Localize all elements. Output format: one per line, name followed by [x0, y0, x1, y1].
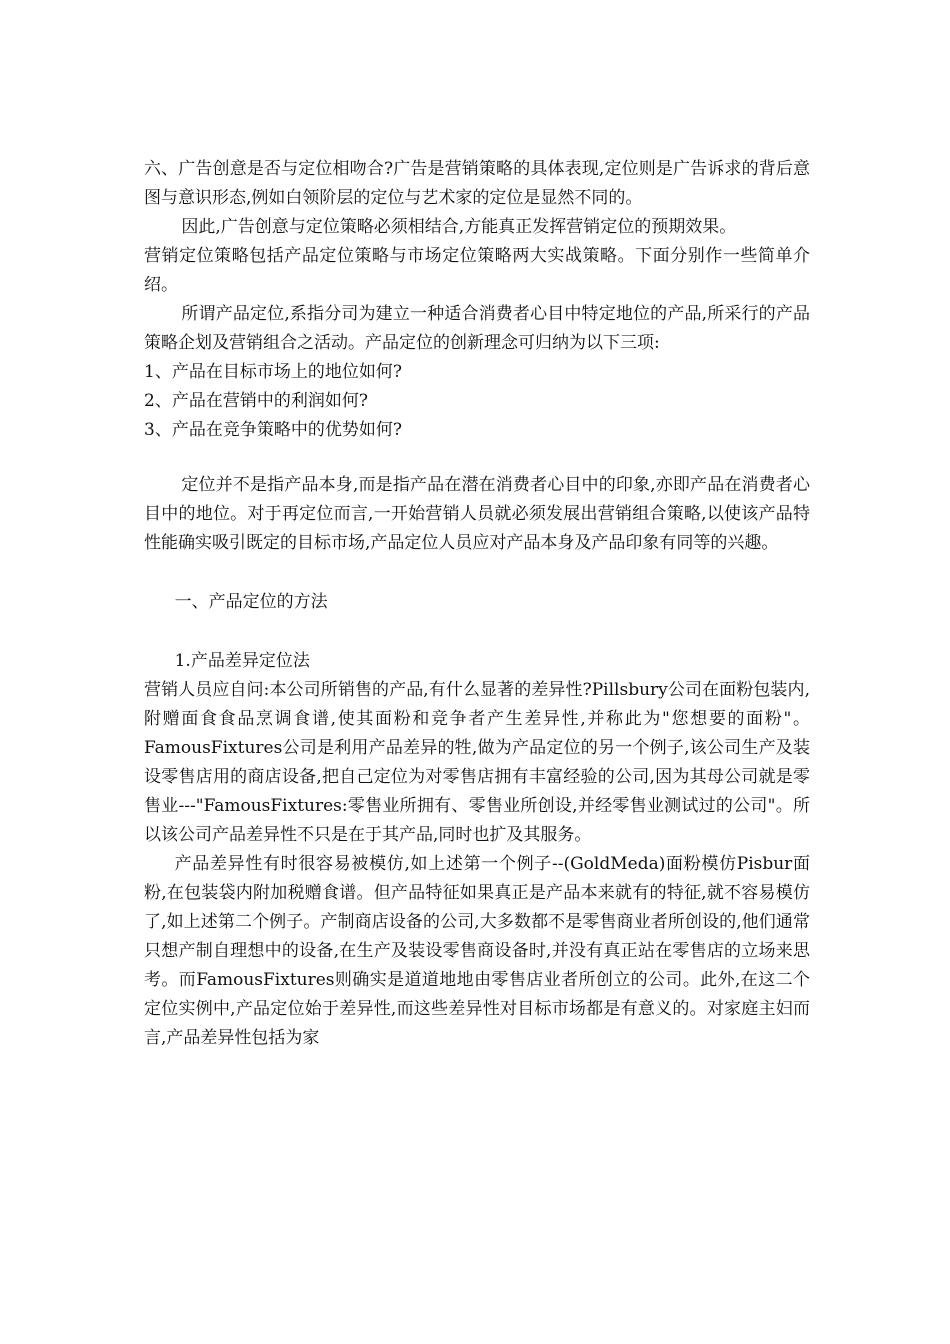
spacer	[144, 617, 810, 647]
list-item-1: 1、产品在目标市场上的地位如何?	[144, 362, 402, 382]
paragraph-imitation: 产品差异性有时很容易被模仿,如上述第一个例子--(GoldMeda)面粉模仿Pisbur面粉,在包装袋内附加税赠食谱。但产品特征如果真正是产品本来就有的特征,就不容易模仿了,如上述第二个例子。产制商店设备的公司,大多数都不是零售商业者所创设的,他们通常只想产制自理想中的设备,在生产及装设零售商设备时,并没有真正站在零售店的立场来思考。而FamousFixtures则确实是道道地地由零售店业者所创立的公司。此外,在这二个定位实例中,产品定位始于差异性,而这些差异性对目标市场都是有意义的。对家庭主妇而言,产品差异性包括为家	[144, 854, 810, 1048]
paragraph-ad-creative: 六、广告创意是否与定位相吻合?广告是营销策略的具体表现,定位则是广告诉求的背后意图与意识形态,例如白领阶层的定位与艺术家的定位是显然不同的。	[144, 159, 810, 208]
paragraph-positioning-strategies: 营销定位策略包括产品定位策略与市场定位策略两大实战策略。下面分别作一些简单介绍。	[144, 246, 810, 295]
paragraph-combine-strategy: 因此,广告创意与定位策略必须相结合,方能真正发挥营销定位的预期效果。	[181, 217, 737, 237]
section-heading: 一、产品定位的方法	[174, 592, 328, 612]
list-item-3: 3、产品在竞争策略中的优势如何?	[144, 420, 402, 440]
paragraph-product-positioning: 所谓产品定位,系指分司为建立一种适合消费者心目中特定地位的产品,所采行的产品策略企划及营销组合之活动。产品定位的创新理念可归纳为以下三项:	[144, 304, 810, 353]
paragraph-positioning-definition: 定位并不是指产品本身,而是指产品在潜在消费者心目中的印象,亦即产品在消费者心目中的地位。对于再定位而言,一开始营销人员就必须发展出营销组合策略,以使该产品特性能确实吸引既定的目标市场,产品定位人员应对产品本身及产品印象有同等的兴趣。	[144, 475, 810, 553]
document-body	[144, 155, 810, 1053]
spacer	[144, 445, 810, 471]
paragraph-differentiation-example: 营销人员应自问:本公司所销售的产品,有什么显著的差异性?Pillsbury公司在面粉包装内,附赠面食食品烹调食谱,使其面粉和竞争者产生差异性,并称此为"您想要的面粉"。FamousFixtures公司是利用产品差异的牲,做为产品定位的另一个例子,该公司生产及装设零售店用的商店设备,把自己定位为对零售店拥有丰富经验的公司,因为其母公司就是零售业---"FamousFixtures:零售业所拥有、零售业所创设,并经零售业测试过的公司"。所以该公司产品差异性不只是在于其产品,同时也扩及其服务。	[144, 680, 810, 845]
list-item-2: 2、产品在营销中的利润如何?	[144, 391, 368, 411]
subsection-heading: 1.产品差异定位法	[174, 651, 310, 671]
spacer	[144, 558, 810, 588]
